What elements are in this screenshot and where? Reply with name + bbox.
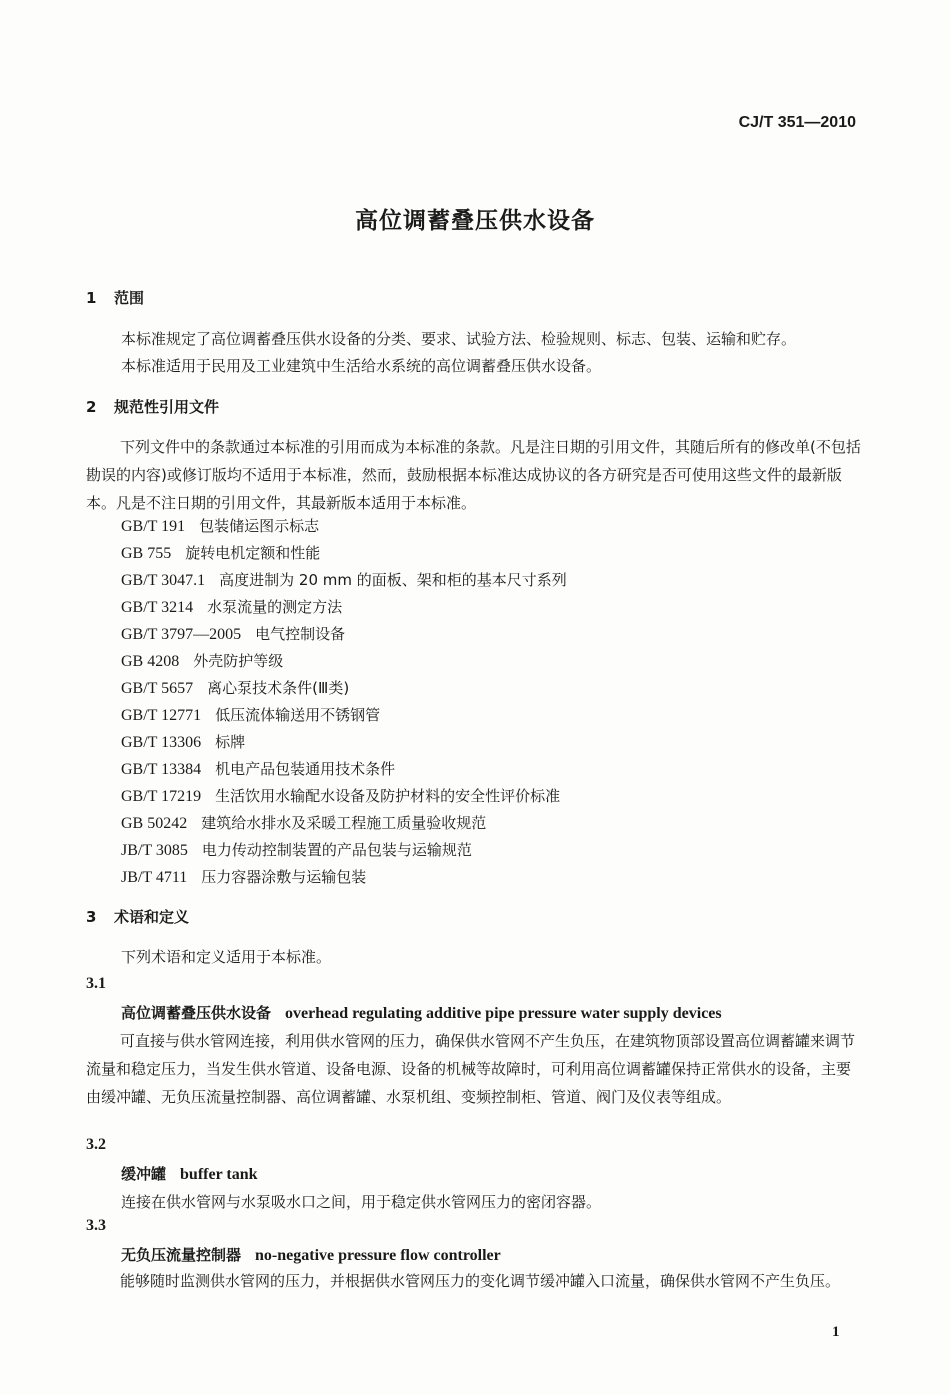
reference-item <box>121 704 380 725</box>
reference-item <box>121 596 342 617</box>
section-number: 2 <box>86 398 97 416</box>
references-intro: 下列文件中的条款通过本标准的引用而成为本标准的条款。凡是注日期的引用文件，其随后所有的修改单(不包括勘误的内容)或修订版均不适用于本标准，然而，鼓励根据本标准达成协议的各方研究是否可使用这些文件的最新版本。凡是不注日期的引用文件，其最新版本适用于本标准。 <box>86 438 861 512</box>
reference-item <box>121 785 560 806</box>
reference-name: 包装储运图示标志 <box>199 517 320 535</box>
term-heading <box>121 1244 501 1265</box>
reference-item <box>121 812 486 833</box>
reference-name: 低压流体输送用不锈钢管 <box>215 706 381 724</box>
term-english: buffer tank <box>180 1166 258 1183</box>
scope-paragraph-2: 本标准适用于民用及工业建筑中生活给水系统的高位调蓄叠压供水设备。 <box>121 357 602 375</box>
reference-code: GB/T 3797—2005 <box>121 626 242 643</box>
reference-code: GB/T 5657 <box>121 680 194 697</box>
reference-name: 高度进制为 20 mm 的面板、架和柜的基本尺寸系列 <box>219 571 567 589</box>
reference-code: GB 755 <box>121 545 172 562</box>
reference-code: JB/T 3085 <box>121 842 188 859</box>
term-definition: 连接在供水管网与水泵吸水口之间，用于稳定供水管网压力的密闭容器。 <box>121 1193 602 1211</box>
page-number: 1 <box>832 1324 840 1340</box>
reference-code: GB/T 12771 <box>121 707 202 724</box>
reference-name: 电气控制设备 <box>255 625 346 643</box>
scope-paragraph-1: 本标准规定了高位调蓄叠压供水设备的分类、要求、试验方法、检验规则、标志、包装、运输和贮存。 <box>121 330 797 348</box>
reference-name: 旋转电机定额和性能 <box>185 544 321 562</box>
reference-item <box>121 677 349 698</box>
reference-name: 建筑给水排水及采暖工程施工质量验收规范 <box>201 814 487 832</box>
reference-code: GB/T 191 <box>121 518 186 535</box>
section-number: 3 <box>86 908 97 926</box>
reference-item <box>121 839 472 860</box>
reference-code: GB 4208 <box>121 653 180 670</box>
section-title: 规范性引用文件 <box>114 398 220 416</box>
term-number: 3.3 <box>86 1217 106 1234</box>
reference-code: GB/T 3047.1 <box>121 572 206 589</box>
reference-item <box>121 569 567 590</box>
reference-name: 生活饮用水输配水设备及防护材料的安全性评价标准 <box>215 787 561 805</box>
reference-item <box>121 866 366 887</box>
reference-code: JB/T 4711 <box>121 869 188 886</box>
reference-item <box>121 623 345 644</box>
term-chinese: 高位调蓄叠压供水设备 <box>121 1004 272 1022</box>
reference-name: 电力传动控制装置的产品包装与运输规范 <box>201 841 472 859</box>
section-1-heading <box>86 287 144 308</box>
reference-name: 外壳防护等级 <box>193 652 284 670</box>
section-number: 1 <box>86 289 97 307</box>
reference-item <box>121 515 319 536</box>
term-definition: 能够随时监测供水管网的压力，并根据供水管网压力的变化调节缓冲罐入口流量，确保供水管网不产生负压。 <box>120 1272 841 1290</box>
term-chinese: 无负压流量控制器 <box>121 1246 242 1264</box>
term-definition: 可直接与供水管网连接，利用供水管网的压力，确保供水管网不产生负压，在建筑物顶部设置高位调蓄罐来调节流量和稳定压力，当发生供水管道、设备电源、设备的机械等故障时，可利用高位调蓄罐保持正常供水的设备，主要由缓冲罐、无负压流量控制器、高位调蓄罐、水泵机组、变频控制柜、管道、阀门及仪表等组成。 <box>86 1032 856 1106</box>
term-number: 3.1 <box>86 975 106 992</box>
section-title: 范围 <box>114 289 145 307</box>
reference-name: 标牌 <box>215 733 246 751</box>
term-english: overhead regulating additive pipe pressure water supply devices <box>285 1005 722 1022</box>
reference-item <box>121 758 395 779</box>
term-heading <box>121 1002 722 1023</box>
section-2-heading <box>86 396 219 417</box>
reference-name: 压力容器涂敷与运输包装 <box>201 868 367 886</box>
document-title: 高位调蓄叠压供水设备 <box>355 208 595 234</box>
reference-code: GB/T 3214 <box>121 599 194 616</box>
reference-name: 水泵流量的测定方法 <box>207 598 343 616</box>
reference-item <box>121 542 320 563</box>
reference-code: GB/T 13306 <box>121 734 202 751</box>
term-heading <box>121 1163 258 1184</box>
reference-item <box>121 731 245 752</box>
reference-name: 机电产品包装通用技术条件 <box>215 760 396 778</box>
term-english: no-negative pressure flow controller <box>255 1247 501 1264</box>
reference-item <box>121 650 283 671</box>
section-3-heading <box>86 906 189 927</box>
section-title: 术语和定义 <box>114 908 190 926</box>
reference-code: GB/T 13384 <box>121 761 202 778</box>
reference-name: 离心泵技术条件(Ⅲ类) <box>207 679 350 697</box>
terms-intro: 下列术语和定义适用于本标准。 <box>121 948 332 966</box>
term-chinese: 缓冲罐 <box>121 1165 167 1183</box>
reference-code: GB 50242 <box>121 815 188 832</box>
term-number: 3.2 <box>86 1136 106 1153</box>
standard-number: CJ/T 351—2010 <box>738 114 856 131</box>
reference-code: GB/T 17219 <box>121 788 202 805</box>
